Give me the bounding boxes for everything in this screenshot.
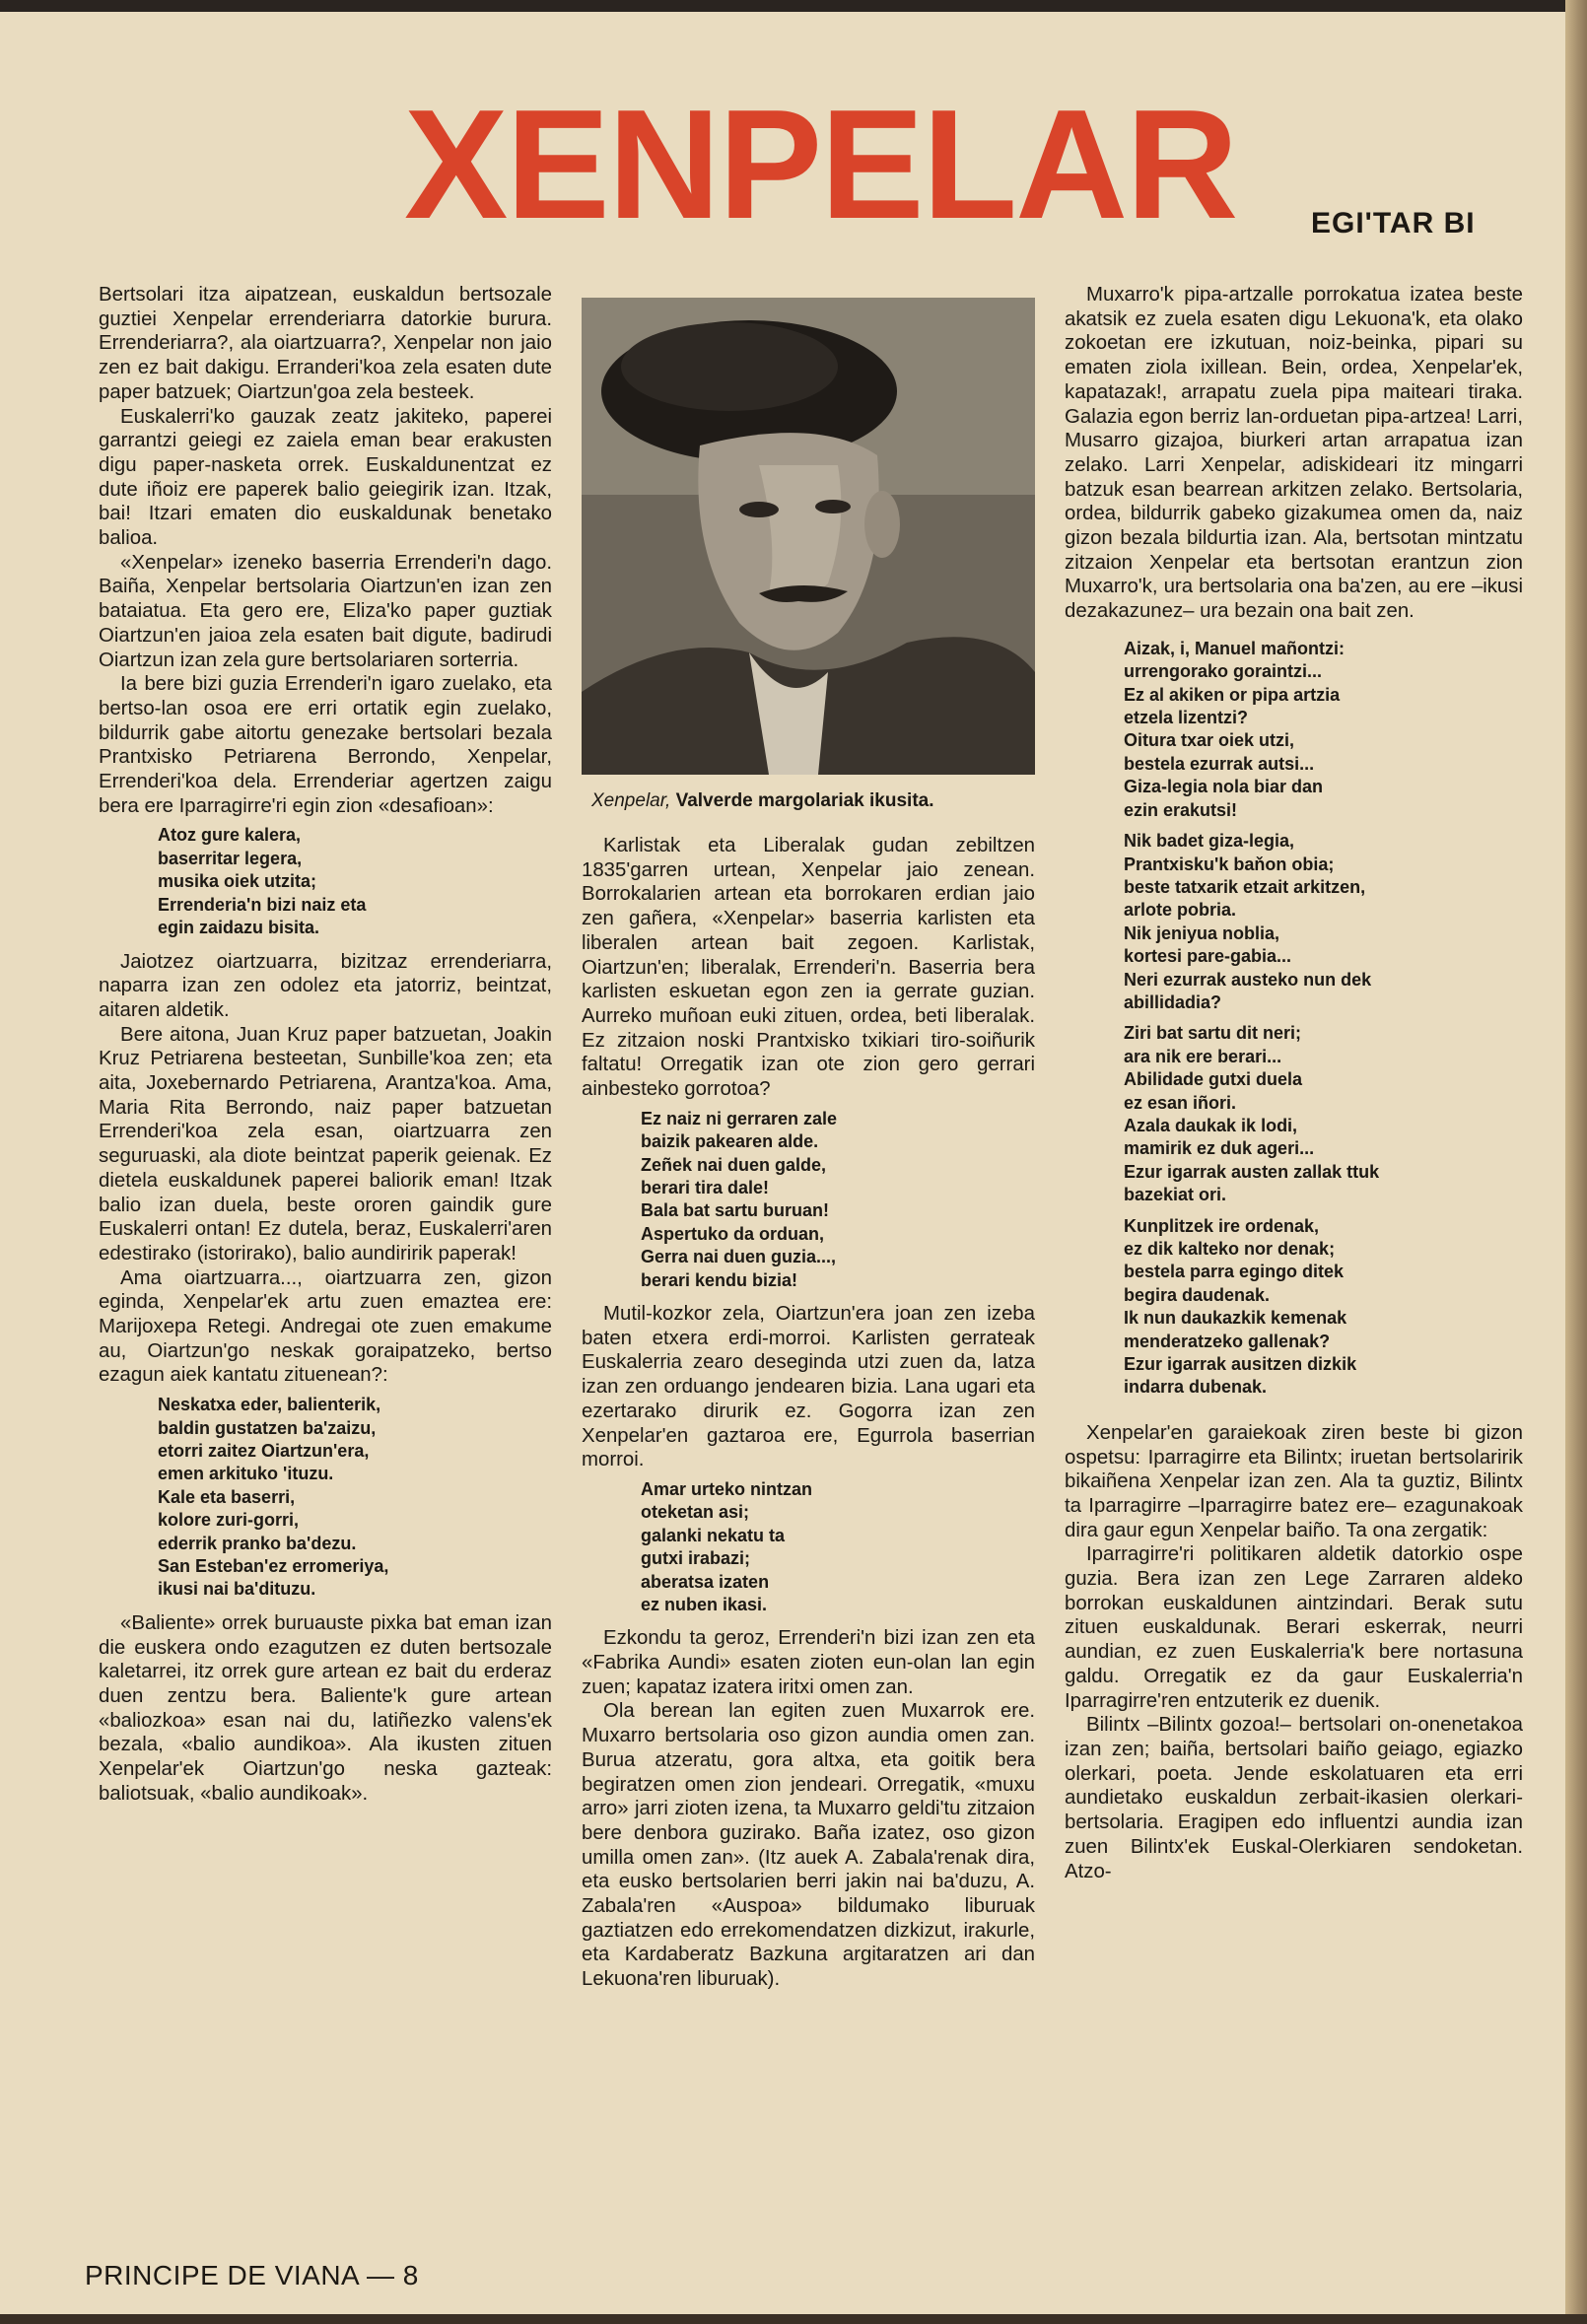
- verse-stanza: [1124, 830, 1523, 1014]
- column-2: [582, 834, 1035, 1992]
- verse-line: Aizak, i, Manuel mañontzi:: [1124, 638, 1346, 658]
- verse-line: berari tira dale!: [641, 1177, 770, 1197]
- paragraph: Iparragirre'ri politikaren aldetik datorkio ospe guzia. Bera izan zen Lege Zarraren aldeko borrokan euskaldunen aintzindari. Berak sutu zituen euskaldunak. Berari eskerrak, neurri aundian, ez zuen Euskalerria'k bere nortasuna galdu. Orregatik ez da gaur Euskalerria'n Iparragirre'ren entzuterik ez duenik.: [1065, 1543, 1523, 1712]
- verse-line: Abilidade gutxi duela: [1124, 1069, 1303, 1090]
- verse-line: Nik jeniyua noblia,: [1124, 923, 1280, 943]
- verse-line: Neri ezurrak austeko nun dek: [1124, 969, 1372, 990]
- verse-line: indarra dubenak.: [1124, 1377, 1268, 1398]
- verse-line: galanki nekatu ta: [641, 1525, 786, 1545]
- verse-line: bestela ezurrak autsi...: [1124, 753, 1315, 774]
- verse-line: ez nuben ikasi.: [641, 1594, 768, 1614]
- verse-block: [158, 1394, 552, 1602]
- paragraph: «Baliente» orrek buruauste pixka bat eman izan die euskera ondo ezagutzen ez duten bertsozale kaletarrei, itz orrek gure artean ez bait du erderaz duen zentzu bera. Baliente'k gure artean «baliozkoa» esan nai du, latiñezko valens'ek bezala, «balio aundikoa». Ala ikusten zituen Xenpelar'ek Oiartzun'go neska gazteak: baliotsuak, «balio aundikoak».: [99, 1611, 552, 1805]
- verse-block: [641, 1478, 1035, 1616]
- paragraph: Bertsolari itza aipatzean, euskaldun bertsozale guztiei Xenpelar errenderiarra datorkie burura. Errenderiarra?, ala oiartzuarra?, Xenpelar non jaio zen ez bait dakigu. Erranderi'koa zela esaten dute paper batzuek; Oiartzun'goa zela besteek.: [99, 284, 552, 403]
- verse-line: Neskatxa eder, balienterik,: [158, 1395, 381, 1415]
- article-title: XENPELAR: [404, 78, 1237, 251]
- verse-line: Giza-legia nola biar dan: [1124, 777, 1324, 797]
- verse-line: begira daudenak.: [1124, 1284, 1271, 1305]
- page-footer: PRINCIPE DE VIANA — 8: [85, 2260, 419, 2290]
- verse-block: [641, 1108, 1035, 1292]
- verse-line: Nik badet giza-legia,: [1124, 831, 1295, 852]
- paragraph: Muxarro'k pipa-artzalle porrokatua izatea beste akatsik ez zuela esaten digu Lekuona'k, eta olako zokoetan ere izkutuan, noiz-beinka, pipari su ematen ziola ixillean. Bein, ordea, Xenpelar'ek, kapatazak!, arrapatu zuela pipa maiteari tiraka. Galazia egon berriz lan-orduetan pipa-artzea! Larri, Musarro gizajoa, biurkeri artan arrapatua izan zelako. Larri Xenpelar, adiskideari itz mingarri batzuk esan bearrean arkitzen zelako. Bertsolaria, ordea, bildurrik gabeko gizakumea omen da, naiz gizon bezala bildurtia izan. Ala, bertsotan mintzatu zitzaion Xenpelar eta bertsotan erantzun zion Muxarro'k, ura bertsolaria ona ba'zen, au ere –ikusi dezakazunez– ura bezain ona bait zen.: [1065, 284, 1523, 623]
- portrait-illustration: [582, 298, 1035, 775]
- paragraph: Ezkondu ta geroz, Errenderi'n bizi izan zen eta «Fabrika Aundi» esaten zioten eun-olan lan egin zuen; kapataz izatera iritxi omen zan.: [582, 1627, 1035, 1698]
- verse-line: baizik pakearen alde.: [641, 1131, 819, 1152]
- article-byline: EGI'TAR BI: [1311, 207, 1476, 239]
- paragraph: Ia bere bizi guzia Errenderi'n igaro zuelako, eta bertso-lan osoa ere erri ortatik egin zuelako, bildurrik gabe aitortu genezake bertsolari bezala Prantxisko Petriarena Berrondo, Xenpelar, Errenderi'koa dela. Errenderiar agertzen zaigu bera ere Iparragirre'ri egin zion «desafioan»:: [99, 673, 552, 817]
- verse-line: Aspertuko da orduan,: [641, 1223, 825, 1244]
- verse-line: Zeñek nai duen galde,: [641, 1154, 827, 1175]
- verse-line: Ez naiz ni gerraren zale: [641, 1108, 838, 1128]
- verse-line: bestela parra egingo ditek: [1124, 1262, 1345, 1282]
- verse-line: Prantxisku'k baňon obia;: [1124, 854, 1335, 874]
- verse-line: ikusi nai ba'dituzu.: [158, 1579, 316, 1600]
- verse-line: kortesi pare-gabia...: [1124, 946, 1292, 967]
- page-bottom-edge: [0, 2314, 1587, 2324]
- verse-line: ederrik pranko ba'dezu.: [158, 1533, 357, 1553]
- verse-line: beste tatxarik etzait arkitzen,: [1124, 876, 1366, 897]
- paragraph: Jaiotzez oiartzuarra, bizitzaz errenderiarra, naparra izan zen odolez eta jatorriz, beintzat, aitaren aldetik.: [99, 950, 552, 1021]
- verse-line: musika oiek utzita;: [158, 871, 317, 892]
- verse-stanza: [1124, 1022, 1523, 1206]
- verse-line: ara nik ere berari...: [1124, 1046, 1282, 1066]
- verse-line: mamirik ez duk ageri...: [1124, 1138, 1315, 1159]
- verse-line: Ziri bat sartu dit neri;: [1124, 1023, 1302, 1044]
- verse-block: [158, 824, 552, 939]
- verse-line: menderatzeko gallenak?: [1124, 1331, 1331, 1351]
- verse-line: Ezur igarrak austen zallak ttuk: [1124, 1161, 1380, 1182]
- column-3: [1065, 283, 1523, 1883]
- verse-line: oteketan asi;: [641, 1502, 750, 1523]
- verse-line: Bala bat sartu buruan!: [641, 1200, 830, 1221]
- verse-line: ezin erakutsi!: [1124, 799, 1238, 820]
- verse-line: Gerra nai duen guzia...,: [641, 1247, 837, 1267]
- verse-line: aberatsa izaten: [641, 1571, 770, 1592]
- verse-line: ez dik kalteko nor denak;: [1124, 1239, 1336, 1259]
- paragraph: Bere aitona, Juan Kruz paper batzuetan, Joakin Kruz Petriarena besteetan, Sunbille'koa zen; eta aita, Joxebernardo Petriarena, Arantza'koa. Ama, Maria Rita Berrondo, naiz paper batzuetan Errenderi'koa zela esan, oiartzuarra zen seguruaski, ala diote beintzat paperik geienak. Ez dietela euskaldunek paperei baliorik eman! Itzak balio izan duela, beste ororen gaindik gure Euskalerri ontan! Ez dutela, beraz, Euskalerri'aren edestirako (istorirako), balio aundiririk paperak!: [99, 1023, 552, 1265]
- page-right-edge: [1565, 0, 1587, 2324]
- verse-line: Kunplitzek ire ordenak,: [1124, 1215, 1320, 1236]
- paragraph: «Xenpelar» izeneko baserria Errenderi'n dago. Baiña, Xenpelar bertsolaria Oiartzun'en izan zen bataiatua. Eta gero ere, Eliza'ko paper guztiak Oiartzun'en jaioa zela esaten bait digute, badirudi Oiartzun izan zela gure bertsolariaren sorterria.: [99, 551, 552, 671]
- verse-line: Errenderia'n bizi naiz eta: [158, 894, 367, 915]
- photo-caption: [591, 789, 1045, 813]
- verse-line: kolore zuri-gorri,: [158, 1510, 300, 1531]
- verse-line: berari kendu bizia!: [641, 1269, 798, 1290]
- caption-text: Valverde margolariak ikusita.: [675, 790, 934, 811]
- verse-line: etorri zaitez Oiartzun'era,: [158, 1440, 370, 1461]
- paragraph: Mutil-kozkor zela, Oiartzun'era joan zen izeba baten etxera erdi-morroi. Karlisten gerrateak Euskalerria zearo deseginda utzi zuen da, latza izan zen orduango jendearen bizia. Lana ugari eta ezertarako dirurik ez. Gogorra izan zen Xenpelar'en gaztaroa ere, Egurrola baserrian morroi.: [582, 1302, 1035, 1471]
- verse-line: arlote pobria.: [1124, 900, 1237, 921]
- paragraph: Bilintx –Bilintx gozoa!– bertsolari on-onenetakoa izan zen; baiña, bertsolari baiño geiago, egiazko olerkari, poeta. Jende eskolatuaren eta erri aundietako euskaldun zerbait-ikasien olerkari-bertsolaria. Eragipen edo influentzi aundia izan zuen Bilintx'ek Euskal-Olerkiaren sendoketan. Atzo-: [1065, 1714, 1523, 1882]
- paragraph: Ola berean lan egiten zuen Muxarrok ere. Muxarro bertsolaria oso gizon aundia omen zan. Burua atzeratu, gora altxa, eta goitik bera begiratzen omen zion jendeari. Orregatik, «muxu arro» jarri zioten izena, ta Muxarro geldi'tu zitzaion bere denbora guzirako. Baña izatez, oso gizon umilla omen zan». (Itz auek A. Zabala'renak dira, eta eusko bertsolarien berri jakin nai ba'duzu, A. Zabala'ren «Auspoa» bildumako liburuak gaztiatzen edo errekomendatzen dizkizut, irakurle, eta Kardaberatz Bazkuna argitaratzen ari dan Lekuona'ren liburuak).: [582, 1700, 1035, 1991]
- verse-line: emen arkituko 'ituzu.: [158, 1464, 334, 1484]
- portrait-photo: [582, 298, 1035, 775]
- column-1: [99, 283, 552, 1806]
- caption-name: Xenpelar,: [591, 790, 671, 811]
- verse-line: Amar urteko nintzan: [641, 1478, 813, 1499]
- verse-line: Ezur igarrak ausitzen dizkik: [1124, 1354, 1357, 1375]
- verse-line: etzela lizentzi?: [1124, 708, 1249, 728]
- verse-line: urrengorako goraintzi...: [1124, 661, 1323, 682]
- verse-line: ez esan iñori.: [1124, 1092, 1237, 1113]
- verse-line: gutxi irabazi;: [641, 1548, 751, 1569]
- page-top-edge: [0, 0, 1587, 12]
- paragraph: Euskalerri'ko gauzak zeatz jakiteko, paperei garrantzi geiegi ez zaiela eman bear erakusten digu paper-nasketa orrek. Euskaldunentzat ez dute iñoiz ere paperek balio geiegirik izan. Itzak, bai! Itzari ematen dio euskaldunak benetako balioa.: [99, 405, 552, 550]
- verse-line: baserritar legera,: [158, 848, 303, 868]
- verse-line: baldin gustatzen ba'zaizu,: [158, 1417, 377, 1438]
- paragraph: Karlistak eta Liberalak gudan zebiltzen 1835'garren urtean, Xenpelar jaio zenean. Borrokalarien artean eta borrokaren erdian jaio zen gañera, «Xenpelar» baserria karlisten eta liberalen artean bait zegoen. Karlistak, Oiartzun'en; liberalak, Errenderi'n. Baserria bera karlisten eskuetan egon zen ia gerrate guzian. Aurreko muñoan euki zituen, ordea, beti liberalak. Ez zitzaion noski Prantxisko txikiari tiro-soiñurik faltatu! Orregatik izan ote zion gero gerrari ainbesteko gorrotoa?: [582, 835, 1035, 1101]
- verse-stanza: [1124, 1215, 1523, 1400]
- verse-block: [1124, 638, 1523, 1400]
- paragraph: Ama oiartzuarra..., oiartzuarra zen, gizon eginda, Xenpelar'ek artu zuen emaztea ere: Marijoxepa Retegi. Andregai ote zuen emakume au, Oiartzun'go neskak goraipatzeko, bertso ezagun aiek kantatu zituenean?:: [99, 1266, 552, 1387]
- verse-line: Ez al akiken or pipa artzia: [1124, 684, 1341, 705]
- verse-line: abillidadia?: [1124, 991, 1222, 1012]
- verse-line: Kale eta baserri,: [158, 1486, 296, 1507]
- verse-line: egin zaidazu bisita.: [158, 918, 320, 938]
- verse-line: Atoz gure kalera,: [158, 825, 302, 846]
- verse-stanza: [1124, 638, 1523, 822]
- verse-line: bazekiat ori.: [1124, 1185, 1227, 1205]
- paragraph: Xenpelar'en garaiekoak ziren beste bi gizon ospetsu: Iparragirre eta Bilintx; iruetan bertsolaririk bikaiñena Xenpelar izan zen. Ala ta guztiz, Bilintx ta Iparragirre –Iparragirre batez ere– ezagunakoak dira gaur egun Xenpelar baiño. Ta ona zergatik:: [1065, 1421, 1523, 1541]
- verse-line: Azala daukak ik lodi,: [1124, 1115, 1298, 1135]
- verse-line: San Esteban'ez erromeriya,: [158, 1556, 389, 1576]
- verse-line: Ik nun daukazkik kemenak: [1124, 1308, 1347, 1329]
- verse-line: Oitura txar oiek utzi,: [1124, 730, 1295, 751]
